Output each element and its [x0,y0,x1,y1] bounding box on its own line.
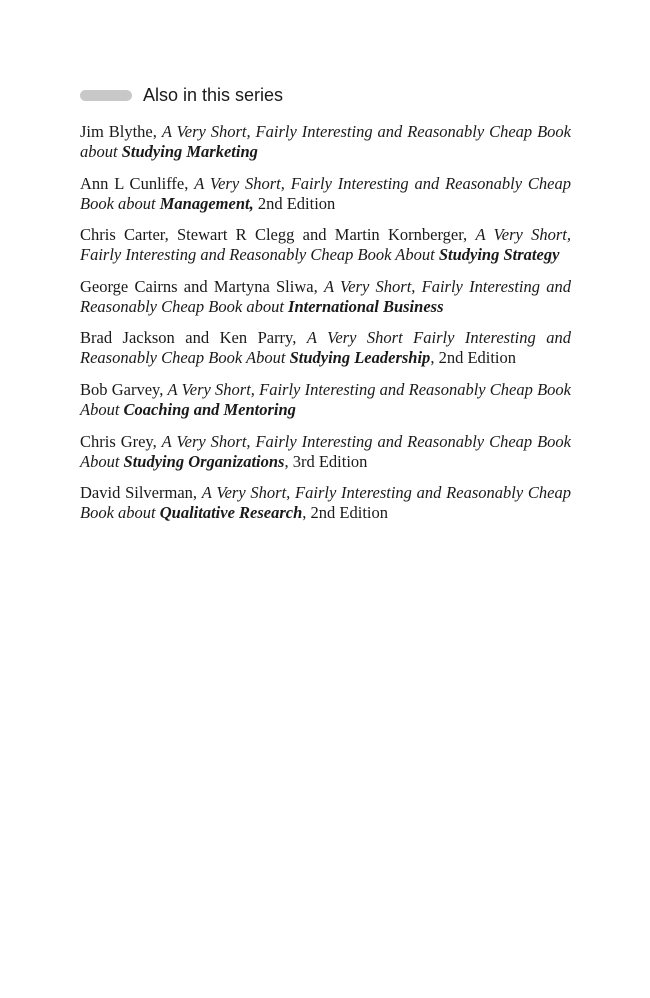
book-author: Chris Carter, Stewart R Clegg and Martin Kornberger, [80,225,476,245]
book-entry [80,174,571,214]
book-series-title: A Very Short, Fairly Interesting and Reasonably Cheap Book About [80,225,571,265]
book-subject: Studying Organizations [123,451,285,471]
book-series-title: A Very Short, Fairly Interesting and Reasonably Cheap Book about [80,173,571,213]
book-subject: International Business [288,296,444,316]
book-author: David Silverman, [80,483,202,503]
book-author: Chris Grey, [80,431,162,451]
book-list [80,122,571,523]
book-series-title: A Very Short, Fairly Interesting and Reasonably Cheap Book about [80,122,571,161]
book-entry [80,432,571,472]
book-edition: 2nd Edition [253,193,336,213]
book-author: Ann L Cunliffe, [80,173,195,193]
book-subject: Studying Marketing [121,142,258,161]
book-subject: Studying Strategy [438,245,560,265]
book-series-title: A Very Short, Fairly Interesting and Reasonably Cheap Book About [80,431,571,471]
book-author: Jim Blythe, [80,122,162,141]
book-author: Brad Jackson and Ken Parry, [80,328,307,348]
book-series-title: A Very Short, Fairly Interesting and Reasonably Cheap Book about [80,276,571,316]
page-content [80,82,571,535]
book-entry [80,225,571,265]
book-edition: , 3rd Edition [284,451,368,471]
book-entry [80,277,571,317]
book-series-title: A Very Short, Fairly Interesting and Reasonably Cheap Book About [80,379,571,419]
book-subject: Studying Leadership [289,348,431,368]
book-subject: Qualitative Research [159,503,303,523]
series-header-title: Also in this series [143,84,284,105]
book-subject: Management, [159,193,254,213]
series-header [80,82,571,108]
book-entry [80,483,571,523]
book-series-title: A Very Short, Fairly Interesting and Reasonably Cheap Book about [80,483,572,523]
book-subject: Coaching and Mentoring [123,399,296,419]
book-entry [80,328,571,368]
book-series-title: A Very Short Fairly Interesting and Reasonably Cheap Book About [80,328,571,368]
header-decoration-bar [80,90,132,101]
book-edition: , 2nd Edition [302,503,388,523]
book-edition: , 2nd Edition [430,348,517,368]
book-author: Bob Garvey, [80,379,168,399]
book-entry [80,122,571,162]
book-entry [80,380,571,420]
book-author: George Cairns and Martyna Sliwa, [80,276,324,296]
